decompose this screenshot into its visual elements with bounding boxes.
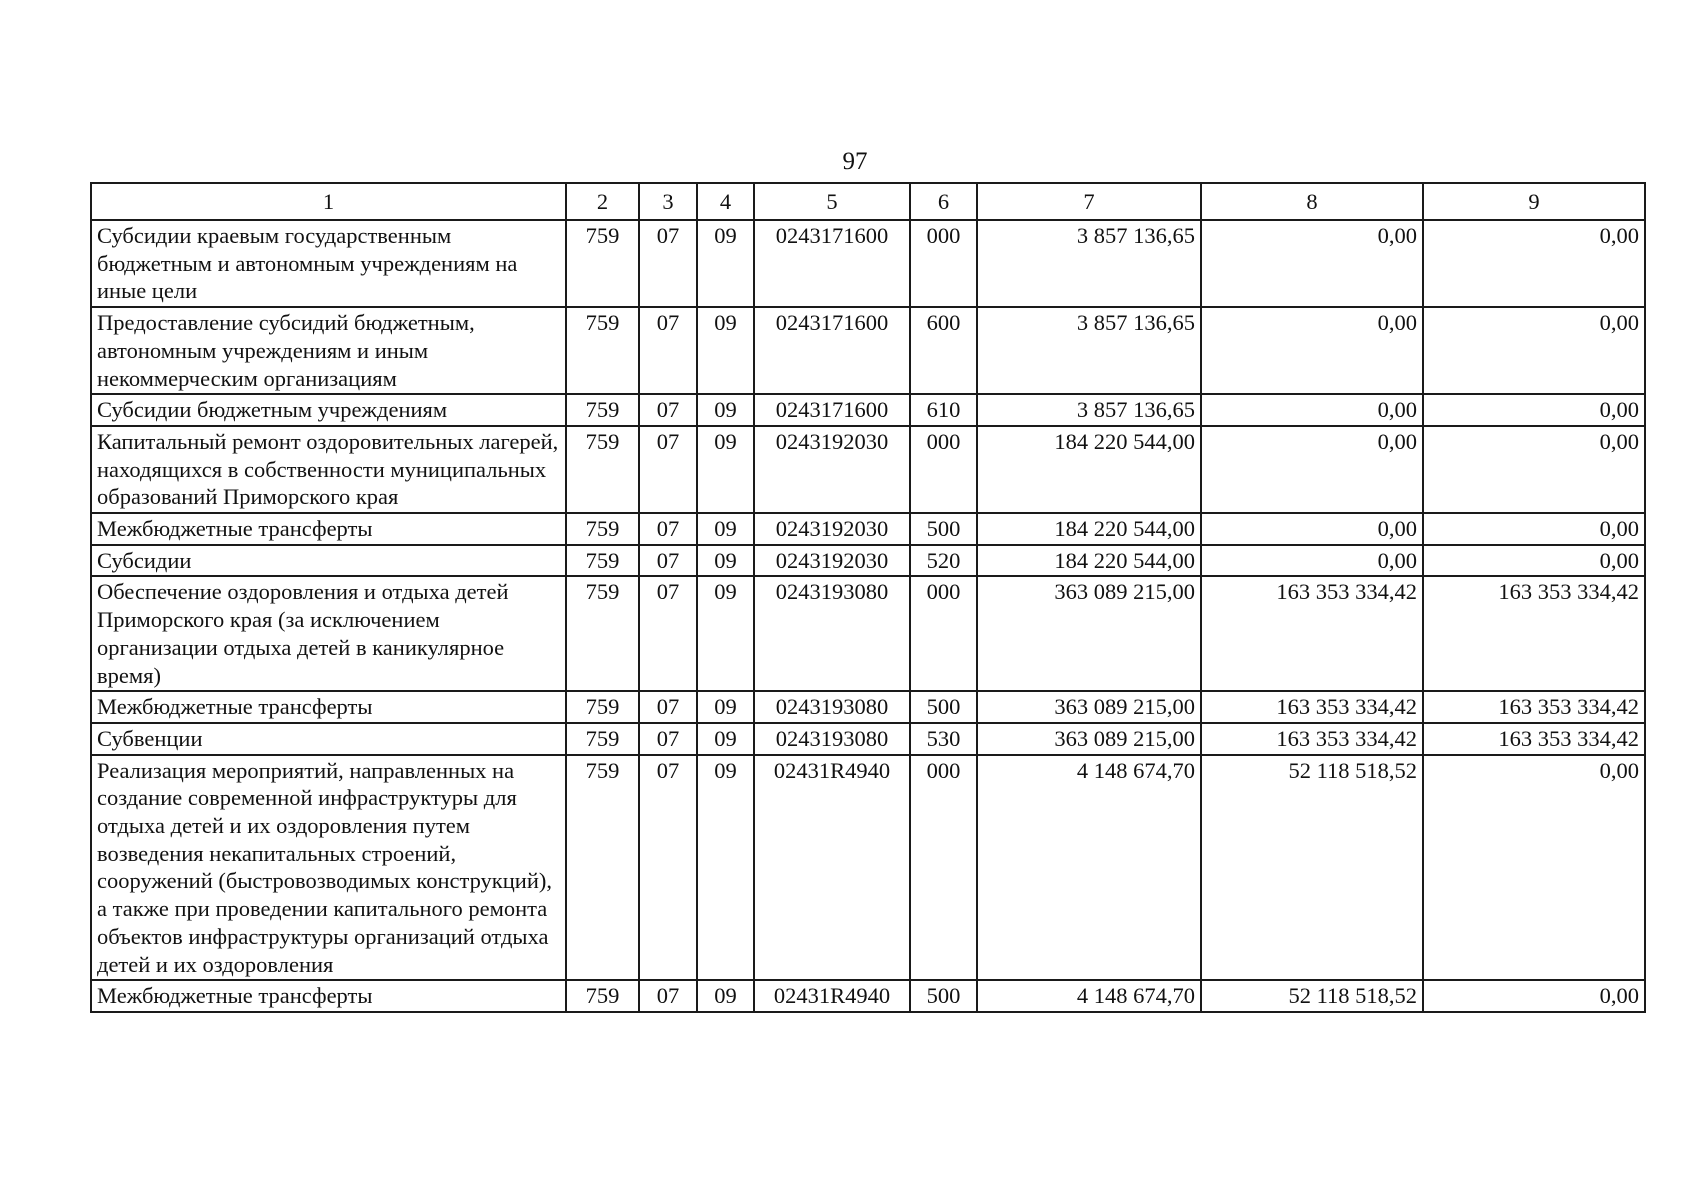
row-expense-type: 610 [910,394,977,426]
table-row [91,723,1645,755]
row-expense-type: 000 [910,576,977,691]
row-amount-col7: 184 220 544,00 [977,426,1201,513]
row-amount-col7: 363 089 215,00 [977,691,1201,723]
row-section: 07 [639,545,697,577]
row-description: Субсидии бюджетным учреждениям [91,394,566,426]
row-amount-col9: 0,00 [1423,755,1645,981]
row-expense-type: 000 [910,755,977,981]
row-subsection: 09 [697,691,754,723]
column-header-8: 8 [1201,183,1423,220]
row-description: Обеспечение оздоровления и отдыха детей Приморского края (за исключением организации отдыха детей в каникулярное время) [91,576,566,691]
row-target-article: 02431R4940 [754,980,910,1012]
row-section: 07 [639,723,697,755]
row-section: 07 [639,307,697,394]
row-section: 07 [639,691,697,723]
row-amount-col7: 363 089 215,00 [977,723,1201,755]
row-description: Субсидии [91,545,566,577]
row-section: 07 [639,980,697,1012]
row-target-article: 0243171600 [754,307,910,394]
row-amount-col7: 3 857 136,65 [977,307,1201,394]
row-expense-type: 530 [910,723,977,755]
row-expense-type: 000 [910,426,977,513]
row-expense-type: 520 [910,545,977,577]
row-subsection: 09 [697,755,754,981]
column-header-9: 9 [1423,183,1645,220]
table-row [91,307,1645,394]
row-expense-type: 500 [910,513,977,545]
row-description: Предоставление субсидий бюджетным, автономным учреждениям и иным некоммерческим организациям [91,307,566,394]
row-amount-col7: 184 220 544,00 [977,513,1201,545]
row-amount-col8: 0,00 [1201,545,1423,577]
row-subsection: 09 [697,576,754,691]
row-subsection: 09 [697,545,754,577]
row-subsection: 09 [697,980,754,1012]
row-description: Межбюджетные трансферты [91,691,566,723]
row-admin-code: 759 [566,691,639,723]
row-section: 07 [639,576,697,691]
row-subsection: 09 [697,426,754,513]
column-header-6: 6 [910,183,977,220]
row-subsection: 09 [697,394,754,426]
row-target-article: 0243193080 [754,723,910,755]
row-amount-col8: 0,00 [1201,394,1423,426]
row-expense-type: 500 [910,980,977,1012]
row-target-article: 0243193080 [754,576,910,691]
row-admin-code: 759 [566,394,639,426]
row-amount-col9: 0,00 [1423,426,1645,513]
row-description: Капитальный ремонт оздоровительных лагерей, находящихся в собственности муниципальных образований Приморского края [91,426,566,513]
row-amount-col8: 0,00 [1201,307,1423,394]
row-amount-col7: 184 220 544,00 [977,545,1201,577]
row-subsection: 09 [697,307,754,394]
row-expense-type: 600 [910,307,977,394]
row-section: 07 [639,220,697,307]
row-amount-col8: 163 353 334,42 [1201,576,1423,691]
row-expense-type: 000 [910,220,977,307]
row-amount-col8: 0,00 [1201,220,1423,307]
row-amount-col8: 52 118 518,52 [1201,755,1423,981]
row-target-article: 0243171600 [754,394,910,426]
row-amount-col9: 163 353 334,42 [1423,691,1645,723]
row-amount-col8: 0,00 [1201,513,1423,545]
table-row [91,426,1645,513]
row-amount-col9: 0,00 [1423,220,1645,307]
row-target-article: 0243171600 [754,220,910,307]
row-subsection: 09 [697,513,754,545]
row-amount-col7: 4 148 674,70 [977,755,1201,981]
row-section: 07 [639,513,697,545]
row-admin-code: 759 [566,426,639,513]
row-description: Межбюджетные трансферты [91,980,566,1012]
row-amount-col9: 163 353 334,42 [1423,723,1645,755]
column-header-3: 3 [639,183,697,220]
row-target-article: 0243192030 [754,545,910,577]
column-header-4: 4 [697,183,754,220]
column-header-2: 2 [566,183,639,220]
row-amount-col7: 363 089 215,00 [977,576,1201,691]
row-section: 07 [639,755,697,981]
table-row [91,980,1645,1012]
page-number: 97 [842,148,868,175]
row-description: Субвенции [91,723,566,755]
table-row [91,220,1645,307]
table-row [91,576,1645,691]
row-admin-code: 759 [566,980,639,1012]
row-description: Межбюджетные трансферты [91,513,566,545]
row-section: 07 [639,394,697,426]
row-amount-col9: 0,00 [1423,980,1645,1012]
table-row [91,394,1645,426]
row-amount-col9: 0,00 [1423,307,1645,394]
row-amount-col9: 0,00 [1423,545,1645,577]
row-amount-col7: 3 857 136,65 [977,220,1201,307]
row-subsection: 09 [697,723,754,755]
row-admin-code: 759 [566,545,639,577]
row-amount-col8: 163 353 334,42 [1201,723,1423,755]
row-admin-code: 759 [566,220,639,307]
row-amount-col9: 163 353 334,42 [1423,576,1645,691]
row-amount-col8: 163 353 334,42 [1201,691,1423,723]
column-header-7: 7 [977,183,1201,220]
row-admin-code: 759 [566,755,639,981]
column-number-row [91,183,1645,220]
column-header-5: 5 [754,183,910,220]
row-description: Субсидии краевым государственным бюджетным и автономным учреждениям на иные цели [91,220,566,307]
table-row [91,513,1645,545]
row-amount-col8: 52 118 518,52 [1201,980,1423,1012]
row-target-article: 02431R4940 [754,755,910,981]
row-admin-code: 759 [566,307,639,394]
table-row [91,545,1645,577]
row-amount-col7: 4 148 674,70 [977,980,1201,1012]
row-target-article: 0243192030 [754,426,910,513]
row-amount-col9: 0,00 [1423,513,1645,545]
budget-table [90,182,1646,1013]
row-section: 07 [639,426,697,513]
row-amount-col7: 3 857 136,65 [977,394,1201,426]
row-admin-code: 759 [566,513,639,545]
column-header-1: 1 [91,183,566,220]
row-admin-code: 759 [566,576,639,691]
row-admin-code: 759 [566,723,639,755]
row-target-article: 0243192030 [754,513,910,545]
row-description: Реализация мероприятий, направленных на создание современной инфраструктуры для отдыха детей и их оздоровления путем возведения некапитальных строений, сооружений (быстровозводимых конструкций), а также при проведении капитального ремонта объектов инфраструктуры организаций отдыха детей и их оздоровления [91,755,566,981]
row-target-article: 0243193080 [754,691,910,723]
row-subsection: 09 [697,220,754,307]
table-row [91,691,1645,723]
row-expense-type: 500 [910,691,977,723]
row-amount-col9: 0,00 [1423,394,1645,426]
row-amount-col8: 0,00 [1201,426,1423,513]
table-row [91,755,1645,981]
